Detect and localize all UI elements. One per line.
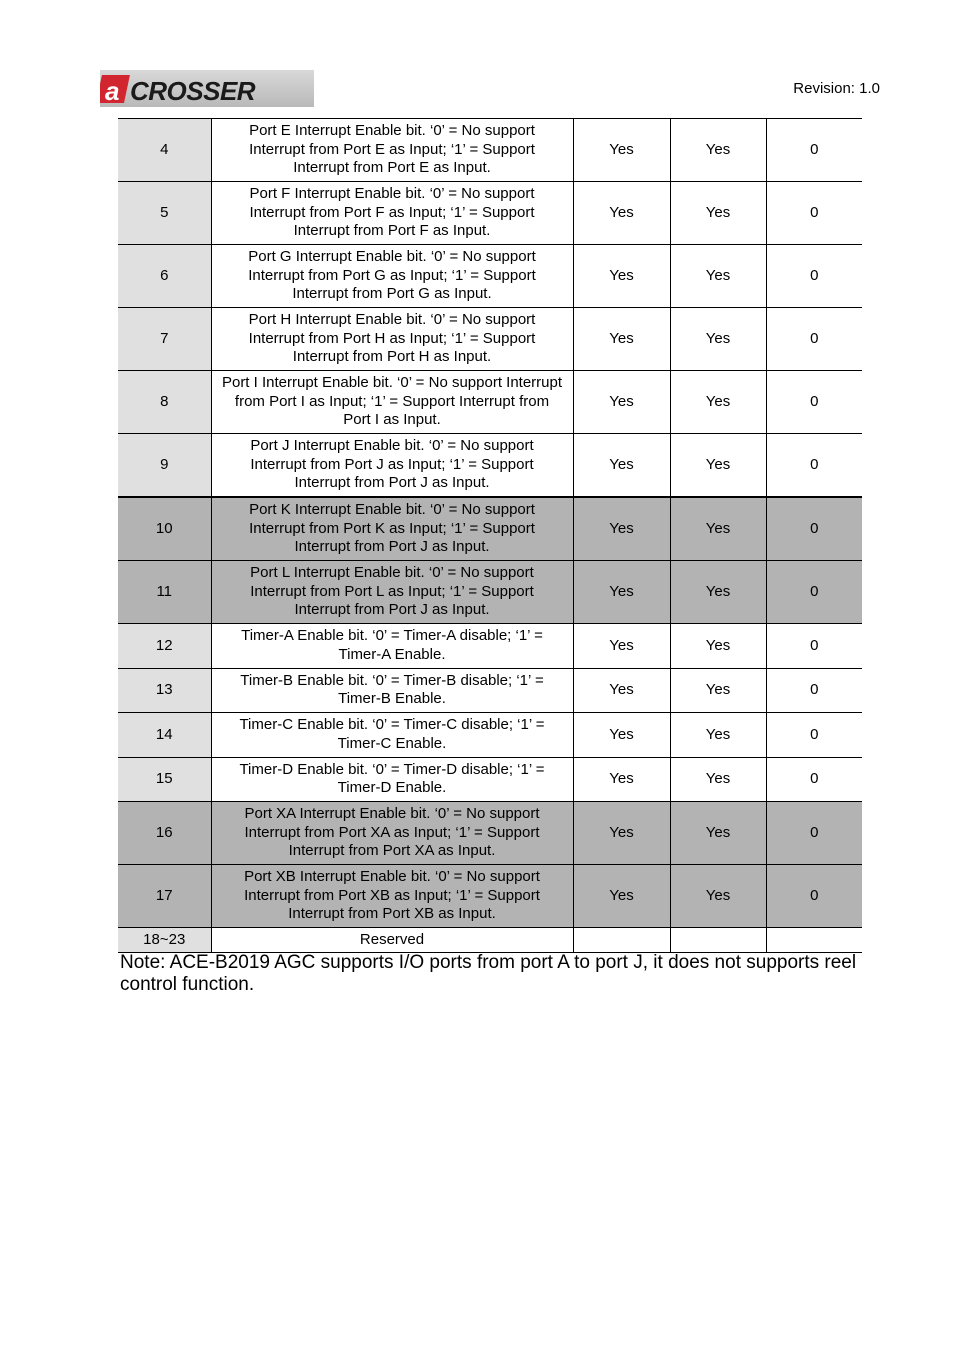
read-cell: [573, 928, 670, 953]
table-row: [118, 757, 862, 802]
default-value-cell: 0: [766, 371, 862, 434]
table-row: [118, 182, 862, 245]
description-cell: Port I Interrupt Enable bit. ‘0’ = No support Interrupt from Port I as Input; ‘1’ = Support Interrupt from Port I as Input.: [211, 371, 573, 434]
table-row: [118, 371, 862, 434]
description-cell: Port L Interrupt Enable bit. ‘0’ = No support Interrupt from Port L as Input; ‘1’ = Support Interrupt from Port J as Input.: [211, 561, 573, 624]
default-value-cell: 0: [766, 624, 862, 669]
note-text: Note: ACE-B2019 AGC supports I/O ports from port A to port J, it does not supports reel control function.: [120, 952, 857, 995]
table-row: [118, 434, 862, 498]
bit-cell: 8: [118, 371, 211, 434]
table-row: [118, 119, 862, 182]
default-value-cell: 0: [766, 245, 862, 308]
write-cell: Yes: [670, 561, 766, 624]
table-row: [118, 561, 862, 624]
read-cell: Yes: [573, 865, 670, 928]
write-cell: Yes: [670, 434, 766, 498]
table-row: [118, 802, 862, 865]
table-row: [118, 713, 862, 758]
read-cell: Yes: [573, 497, 670, 561]
table-row: [118, 308, 862, 371]
bit-cell: 18~23: [118, 928, 211, 953]
bit-cell: 11: [118, 561, 211, 624]
write-cell: Yes: [670, 865, 766, 928]
bit-cell: 12: [118, 624, 211, 669]
read-cell: Yes: [573, 245, 670, 308]
table-row: [118, 497, 862, 561]
description-cell: Port G Interrupt Enable bit. ‘0’ = No support Interrupt from Port G as Input; ‘1’ = Support Interrupt from Port G as Input.: [211, 245, 573, 308]
default-value-cell: 0: [766, 434, 862, 498]
revision-label: Revision: 1.0: [793, 80, 880, 97]
write-cell: Yes: [670, 182, 766, 245]
write-cell: Yes: [670, 308, 766, 371]
write-cell: Yes: [670, 371, 766, 434]
table-row: [118, 245, 862, 308]
description-cell: Port XA Interrupt Enable bit. ‘0’ = No support Interrupt from Port XA as Input; ‘1’ = Support Interrupt from Port XA as Input.: [211, 802, 573, 865]
write-cell: Yes: [670, 802, 766, 865]
bit-cell: 16: [118, 802, 211, 865]
description-cell: Port XB Interrupt Enable bit. ‘0’ = No support Interrupt from Port XB as Input; ‘1’ = Support Interrupt from Port XB as Input.: [211, 865, 573, 928]
default-value-cell: 0: [766, 802, 862, 865]
bit-cell: 4: [118, 119, 211, 182]
default-value-cell: 0: [766, 865, 862, 928]
description-cell: Port J Interrupt Enable bit. ‘0’ = No support Interrupt from Port J as Input; ‘1’ = Support Interrupt from Port J as Input.: [211, 434, 573, 498]
bit-cell: 5: [118, 182, 211, 245]
bit-cell: 7: [118, 308, 211, 371]
default-value-cell: 0: [766, 713, 862, 758]
svg-text:CROSSER: CROSSER: [130, 76, 256, 106]
read-cell: Yes: [573, 434, 670, 498]
read-cell: Yes: [573, 308, 670, 371]
default-value-cell: 0: [766, 668, 862, 713]
default-value-cell: 0: [766, 308, 862, 371]
read-cell: Yes: [573, 668, 670, 713]
bit-cell: 9: [118, 434, 211, 498]
description-cell: Port F Interrupt Enable bit. ‘0’ = No support Interrupt from Port F as Input; ‘1’ = Support Interrupt from Port F as Input.: [211, 182, 573, 245]
register-bit-table: [118, 118, 862, 953]
write-cell: [670, 928, 766, 953]
description-cell: Port H Interrupt Enable bit. ‘0’ = No support Interrupt from Port H as Input; ‘1’ = Support Interrupt from Port H as Input.: [211, 308, 573, 371]
default-value-cell: 0: [766, 497, 862, 561]
bit-cell: 14: [118, 713, 211, 758]
description-cell: Port E Interrupt Enable bit. ‘0’ = No support Interrupt from Port E as Input; ‘1’ = Support Interrupt from Port E as Input.: [211, 119, 573, 182]
read-cell: Yes: [573, 802, 670, 865]
svg-text:a: a: [105, 76, 120, 106]
description-cell: Timer-B Enable bit. ‘0’ = Timer-B disable; ‘1’ = Timer-B Enable.: [211, 668, 573, 713]
read-cell: Yes: [573, 713, 670, 758]
write-cell: Yes: [670, 757, 766, 802]
default-value-cell: 0: [766, 119, 862, 182]
bit-cell: 6: [118, 245, 211, 308]
description-cell: Reserved: [211, 928, 573, 953]
description-cell: Timer-D Enable bit. ‘0’ = Timer-D disable; ‘1’ = Timer-D Enable.: [211, 757, 573, 802]
table-row: [118, 928, 862, 953]
table-row: [118, 865, 862, 928]
description-cell: Timer-C Enable bit. ‘0’ = Timer-C disable; ‘1’ = Timer-C Enable.: [211, 713, 573, 758]
bit-cell: 10: [118, 497, 211, 561]
table-row: [118, 668, 862, 713]
table-row: [118, 624, 862, 669]
write-cell: Yes: [670, 119, 766, 182]
default-value-cell: 0: [766, 182, 862, 245]
read-cell: Yes: [573, 371, 670, 434]
default-value-cell: 0: [766, 561, 862, 624]
read-cell: Yes: [573, 119, 670, 182]
read-cell: Yes: [573, 624, 670, 669]
description-cell: Timer-A Enable bit. ‘0’ = Timer-A disable; ‘1’ = Timer-A Enable.: [211, 624, 573, 669]
write-cell: Yes: [670, 497, 766, 561]
bit-cell: 15: [118, 757, 211, 802]
write-cell: Yes: [670, 668, 766, 713]
read-cell: Yes: [573, 757, 670, 802]
default-value-cell: [766, 928, 862, 953]
read-cell: Yes: [573, 561, 670, 624]
write-cell: Yes: [670, 713, 766, 758]
bit-cell: 13: [118, 668, 211, 713]
write-cell: Yes: [670, 245, 766, 308]
write-cell: Yes: [670, 624, 766, 669]
bit-cell: 17: [118, 865, 211, 928]
acrosser-logo: [100, 70, 314, 107]
description-cell: Port K Interrupt Enable bit. ‘0’ = No support Interrupt from Port K as Input; ‘1’ = Support Interrupt from Port J as Input.: [211, 497, 573, 561]
read-cell: Yes: [573, 182, 670, 245]
default-value-cell: 0: [766, 757, 862, 802]
